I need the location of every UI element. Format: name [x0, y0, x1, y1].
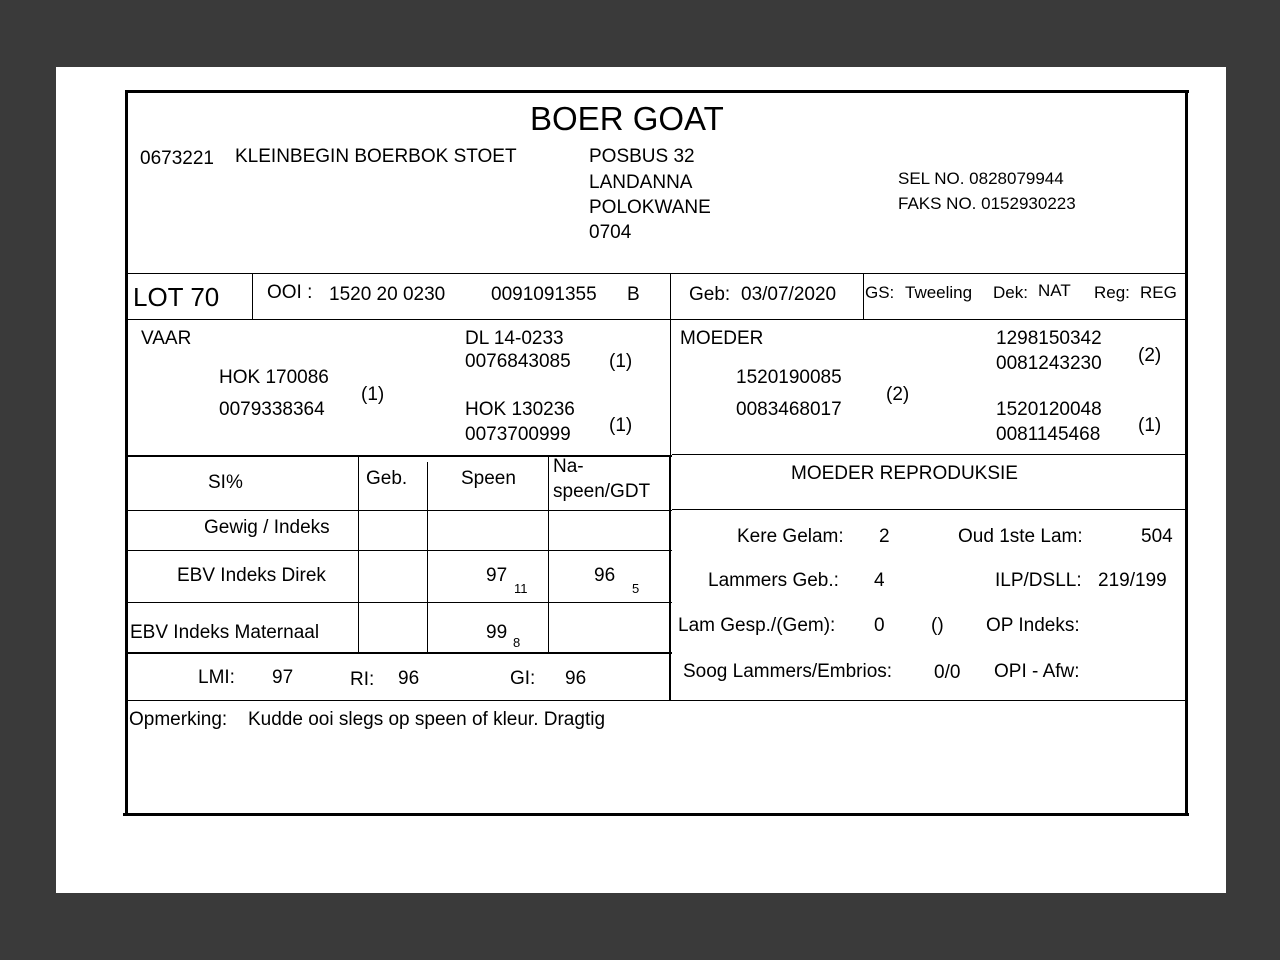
address-line: 0704 [589, 222, 632, 243]
birth-status: Tweeling [905, 283, 973, 302]
row-label-gewig: Gewig / Indeks [204, 517, 330, 538]
mat-speen: 99 [486, 622, 508, 643]
remark-text: Kudde ooi slegs op speen of kleur. Dragtig [248, 709, 606, 730]
divider [127, 455, 672, 457]
breeder-code: 0673221 [140, 148, 214, 169]
soog-label: Soog Lammers/Embrios: [683, 661, 893, 682]
reg-value: REG [1140, 283, 1177, 302]
divider [127, 550, 672, 551]
remark-label: Opmerking: [129, 709, 228, 730]
gesp-label: Lam Gesp./(Gem): [678, 615, 836, 636]
naspeen-header: speen/GDT [553, 481, 651, 502]
speen-header: Speen [461, 468, 516, 489]
dam-id: 1520190085 [736, 367, 842, 388]
row-label-maternaal: EBV Indeks Maternaal [130, 622, 320, 643]
gesp-value: 0 [874, 615, 885, 636]
card-border-left [125, 90, 128, 816]
kere-value: 2 [879, 526, 890, 547]
ri-value: 96 [398, 668, 420, 689]
gesp-paren: () [931, 615, 944, 636]
kere-label: Kere Gelam: [737, 526, 844, 547]
oud-value: 504 [1141, 526, 1173, 547]
divider [670, 273, 671, 455]
divider [127, 510, 672, 511]
dek-label: Dek: [993, 283, 1028, 302]
ooi-grade: B [627, 284, 640, 305]
divider [127, 319, 1187, 320]
dam-sire-number: 0081243230 [996, 353, 1102, 374]
dam-sire-id: 1298150342 [996, 328, 1102, 349]
dam-mark: (2) [886, 384, 910, 405]
sire-sire-number: 0076843085 [465, 351, 571, 372]
dam-sire-mark: (2) [1138, 345, 1162, 366]
direk-naspeen-sub: 5 [632, 581, 640, 596]
sire-number: 0079338364 [219, 399, 325, 420]
card-border-top [125, 90, 1189, 93]
address-line: LANDANNA [589, 172, 693, 193]
dam-number: 0083468017 [736, 399, 842, 420]
geb-header: Geb. [366, 468, 408, 489]
mat-speen-sub: 8 [513, 635, 521, 650]
opi-label: OPI - Afw: [994, 661, 1080, 682]
dam-dam-id: 1520120048 [996, 399, 1102, 420]
breeder-name: KLEINBEGIN BOERBOK STOET [235, 146, 517, 167]
sire-dam-id: HOK 130236 [465, 399, 575, 420]
sire-id: HOK 170086 [219, 367, 329, 388]
divider [672, 509, 1187, 510]
divider [127, 700, 1187, 701]
address-line: POLOKWANE [589, 197, 711, 218]
gi-label: GI: [510, 668, 536, 689]
fax-number: FAKS NO. 0152930223 [898, 194, 1076, 213]
divider [669, 457, 671, 700]
divider [427, 462, 428, 652]
dam-dam-number: 0081145468 [996, 424, 1101, 445]
soog-value: 0/0 [934, 662, 961, 683]
divider [127, 273, 1187, 274]
ri-label: RI: [350, 669, 375, 690]
address-line: POSBUS 32 [589, 146, 695, 167]
lmi-label: LMI: [198, 667, 235, 688]
lammers-label: Lammers Geb.: [708, 570, 839, 591]
op-label: OP Indeks: [986, 615, 1080, 636]
vaar-label: VAAR [141, 328, 192, 349]
direk-speen-sub: 11 [514, 581, 528, 596]
direk-speen: 97 [486, 565, 508, 586]
reg-label: Reg: [1094, 283, 1130, 302]
sire-dam-number: 0073700999 [465, 424, 571, 445]
ooi-number: 0091091355 [491, 284, 597, 305]
lmi-value: 97 [272, 667, 294, 688]
ilp-label: ILP/DSLL: [995, 570, 1082, 591]
birth-status-label: GS: [865, 283, 895, 302]
sire-mark: (1) [361, 384, 385, 405]
sire-sire-mark: (1) [609, 351, 633, 372]
repro-title: MOEDER REPRODUKSIE [791, 463, 1018, 484]
ooi-id: 1520 20 0230 [329, 284, 446, 305]
sire-sire-id: DL 14-0233 [465, 328, 564, 349]
naspeen-header: Na- [553, 456, 584, 477]
phone-number: SEL NO. 0828079944 [898, 169, 1064, 188]
dek-value: NAT [1038, 281, 1071, 300]
divider [358, 457, 359, 652]
divider [127, 602, 672, 603]
divider [127, 652, 672, 654]
divider [863, 273, 864, 319]
card-border-bottom [123, 813, 1189, 816]
si-header: SI% [208, 472, 243, 493]
row-label-direk: EBV Indeks Direk [177, 565, 326, 586]
birth-date: 03/07/2020 [741, 284, 837, 305]
dam-dam-mark: (1) [1138, 415, 1162, 436]
card-border-right [1185, 90, 1188, 816]
divider [548, 457, 549, 652]
sire-dam-mark: (1) [609, 415, 633, 436]
ilp-value: 219/199 [1098, 570, 1167, 591]
lot-number: LOT 70 [133, 282, 220, 312]
birth-date-label: Geb: [689, 284, 731, 305]
gi-value: 96 [565, 668, 587, 689]
divider [252, 273, 253, 319]
direk-naspeen: 96 [594, 565, 616, 586]
divider [672, 454, 1187, 455]
lammers-value: 4 [874, 570, 885, 591]
moeder-label: MOEDER [680, 328, 764, 349]
card-title: BOER GOAT [530, 100, 724, 137]
oud-label: Oud 1ste Lam: [958, 526, 1083, 547]
ooi-label: OOI : [267, 282, 313, 303]
